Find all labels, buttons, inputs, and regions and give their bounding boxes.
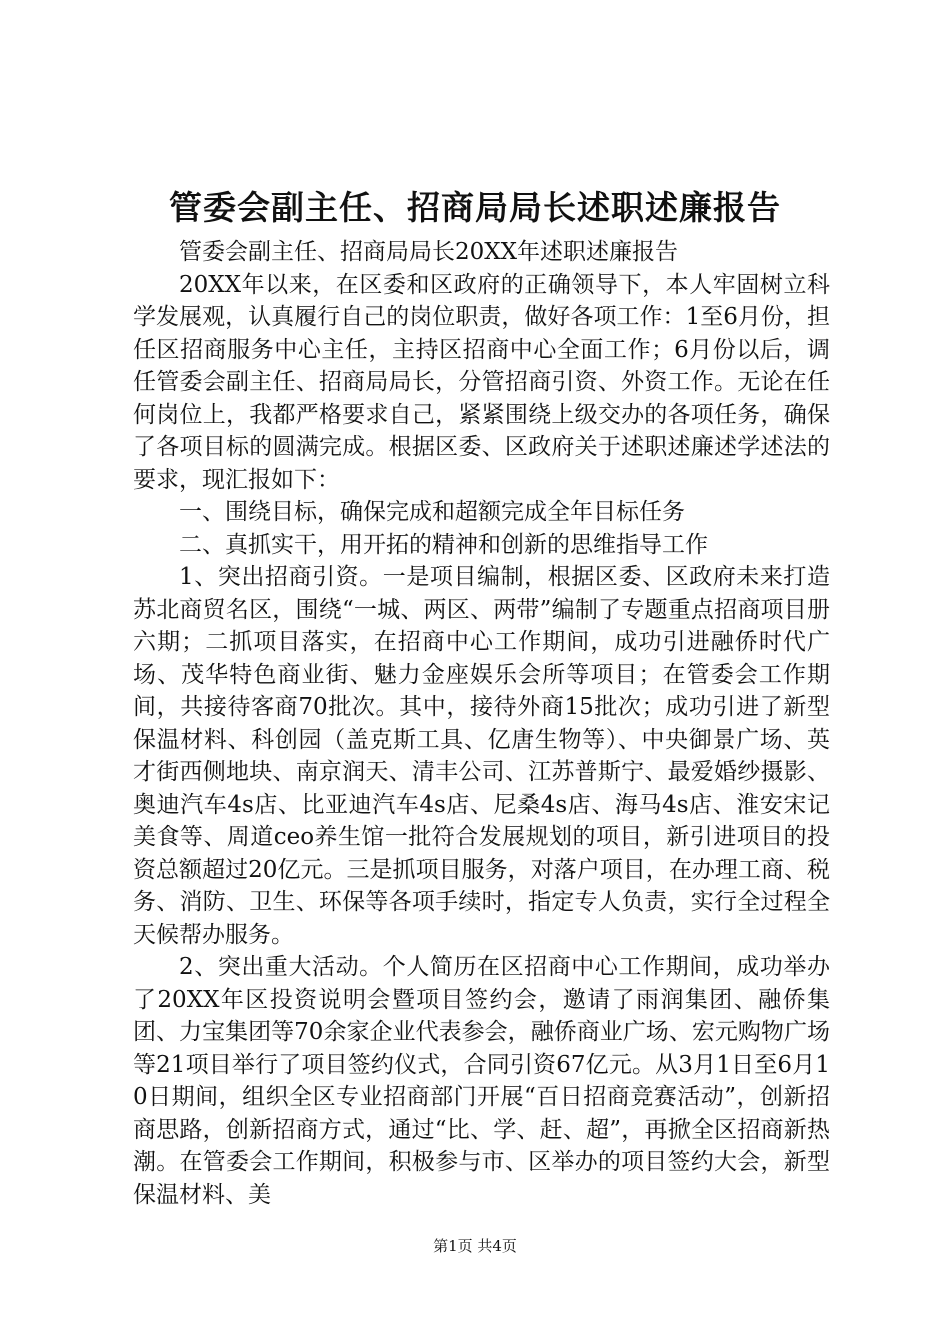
body-paragraph-subtitle: 管委会副主任、招商局局长20XX年述职述廉报告 — [179, 239, 679, 265]
body-paragraph-investment: 1、突出招商引资。一是项目编制，根据区委、区政府未来打造苏北商贸名区，围绕“一城、两区、两带”编制了专题重点招商项目册六期；二抓项目落实，在招商中心工作期间，成功引进融侨时代广场、茂华特色商业街、魅力金座娱乐会所等项目；在管委会工作期间，共接待客商70批次。其中，接待外商15批次；成功引进了新型保温材料、科创园（盖克斯工具、亿唐生物等）、中央御景广场、英才街西侧地块、南京润天、清丰公司、江苏普斯宁、最爱婚纱摄影、奥迪汽车4s店、比亚迪汽车4s店、尼桑4s店、海马4s店、淮安宋记美食等、周道ceo养生馆一批符合发展规划的项目，新引进项目的投资总额超过20亿元。三是抓项目服务，对落户项目，在办理工商、税务、消防、卫生、环保等各项手续时，指定专人负责，实行全过程全天候帮办服务。 — [133, 564, 830, 948]
body-paragraph-events: 2、突出重大活动。个人简历在区招商中心工作期间，成功举办了20XX年区投资说明会暨项目签约会，邀请了雨润集团、融侨集团、力宝集团等70余家企业代表参会，融侨商业广场、宏元购物广场等21项目举行了项目签约仪式，合同引资67亿元。从3月1日至6月10日期间，组织全区专业招商部门开展“百日招商竞赛活动”，创新招商思路，创新招商方式，通过“比、学、赶、超”，再掀全区招商新热潮。在管委会工作期间，积极参与市、区举办的项目签约大会，新型保温材料、美 — [133, 954, 830, 1208]
body-paragraph-intro: 20XX年以来，在区委和区政府的正确领导下，本人牢固树立科学发展观，认真履行自己的岗位职责，做好各项工作：1至6月份，担任区招商服务中心主任，主持区招商中心全面工作；6月份以后，调任管委会副主任、招商局局长，分管招商引资、外资工作。无论在任何岗位上，我都严格要求自己，紧紧围绕上级交办的各项任务，确保了各项目标的圆满完成。根据区委、区政府关于述职述廉述学述法的要求，现汇报如下： — [133, 271, 830, 493]
section-heading-1: 一、围绕目标，确保完成和超额完成全年目标任务 — [179, 499, 685, 525]
document-title: 管委会副主任、招商局局长述职述廉报告 — [169, 188, 781, 227]
section-heading-2: 二、真抓实干，用开拓的精神和创新的思维指导工作 — [179, 531, 708, 558]
document-body — [133, 236, 830, 1211]
page-number-footer: 第1页 共4页 — [433, 1237, 517, 1255]
